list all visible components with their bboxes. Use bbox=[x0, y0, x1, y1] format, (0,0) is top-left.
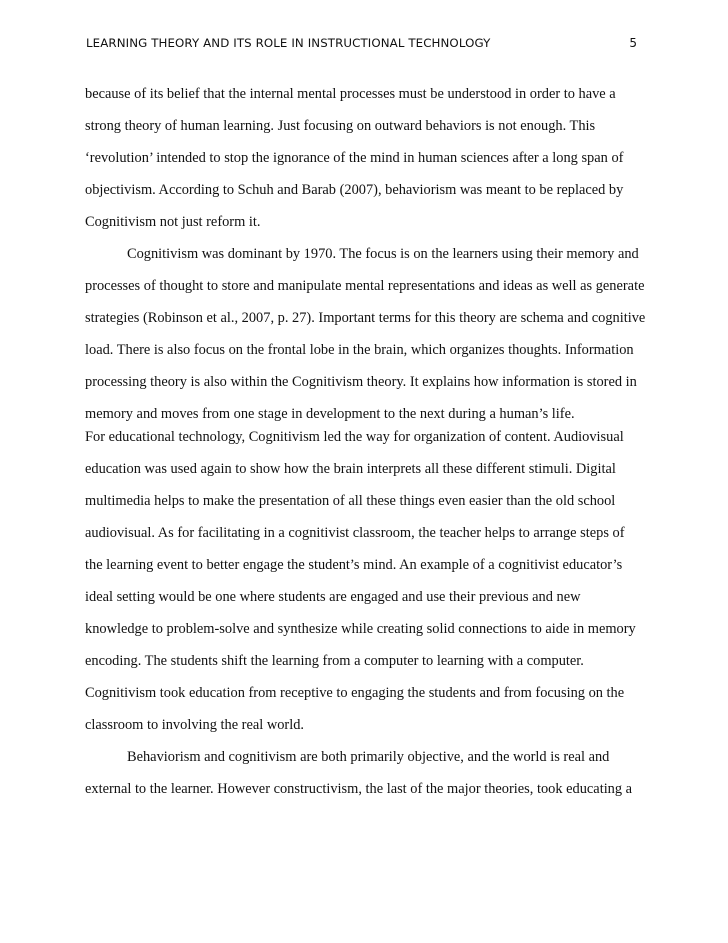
text-line: ‘revolution’ intended to stop the ignorance of the mind in human sciences after a long span of bbox=[85, 150, 624, 166]
text-line: processes of thought to store and manipulate mental representations and ideas as well as generate bbox=[85, 278, 645, 294]
text-line: processing theory is also within the Cognitivism theory. It explains how information is stored in bbox=[85, 374, 637, 390]
text-line: ideal setting would be one where students are engaged and use their previous and new bbox=[85, 589, 581, 605]
text-line: encoding. The students shift the learning from a computer to learning with a computer. bbox=[85, 653, 584, 669]
text-line: knowledge to problem-solve and synthesize while creating solid connections to aide in memory bbox=[85, 621, 636, 637]
text-line: Cognitivism not just reform it. bbox=[85, 214, 261, 230]
text-line: education was used again to show how the brain interprets all these different stimuli. Digital bbox=[85, 461, 616, 477]
text-line: external to the learner. However constructivism, the last of the major theories, took educating a bbox=[85, 781, 633, 797]
text-line: Cognitivism took education from receptive to engaging the students and from focusing on the bbox=[85, 685, 625, 701]
paragraph-first-line: For educational technology, Cognitivism led the way for organization of content. Audiovisual bbox=[85, 429, 624, 445]
text-line: multimedia helps to make the presentation of all these things even easier than the old school bbox=[85, 493, 616, 509]
text-line: because of its belief that the internal mental processes must be understood in order to have a bbox=[85, 86, 616, 102]
body-text bbox=[85, 85, 655, 812]
text-line: strong theory of human learning. Just focusing on outward behaviors is not enough. This bbox=[85, 118, 596, 134]
text-line: audiovisual. As for facilitating in a cognitivist classroom, the teacher helps to arrange steps of bbox=[85, 525, 625, 541]
running-head: LEARNING THEORY AND ITS ROLE IN INSTRUCTIONAL TECHNOLOGY bbox=[86, 36, 491, 50]
text-line: objectivism. According to Schuh and Barab (2007), behaviorism was meant to be replaced by bbox=[85, 182, 624, 198]
text-line: classroom to involving the real world. bbox=[85, 717, 305, 733]
text-line: strategies (Robinson et al., 2007, p. 27). Important terms for this theory are schema and cognitive bbox=[85, 310, 646, 326]
text-line: the learning event to better engage the student’s mind. An example of a cognitivist educator’s bbox=[85, 557, 623, 573]
paragraph-first-line: Behaviorism and cognitivism are both primarily objective, and the world is real and bbox=[127, 749, 610, 765]
paragraph-first-line: Cognitivism was dominant by 1970. The focus is on the learners using their memory and bbox=[127, 246, 639, 262]
text-line: load. There is also focus on the frontal lobe in the brain, which organizes thoughts. Information bbox=[85, 342, 634, 358]
text-line: memory and moves from one stage in development to the next during a human’s life. bbox=[85, 406, 575, 422]
page-number: 5 bbox=[629, 36, 637, 50]
